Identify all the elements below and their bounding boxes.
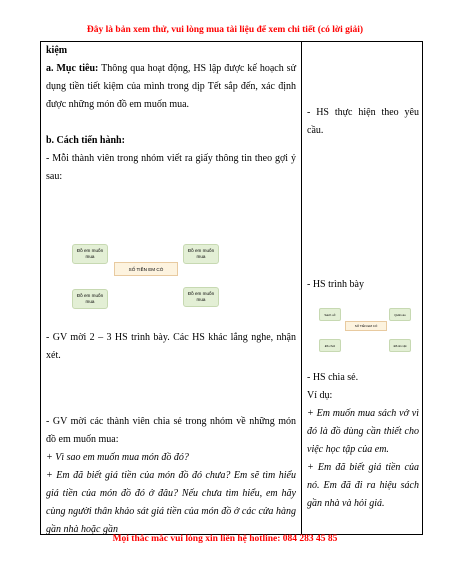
- step-2-text: - GV mời 2 – 3 HS trình bày. Các HS khác lắng nghe, nhận xét.: [46, 332, 296, 361]
- goal-paragraph: [46, 60, 296, 114]
- example-2: + Em đã biết giá tiền của nó. Em đã đi ra hiệu sách gần nhà và hỏi giá.: [307, 462, 419, 509]
- diagram-box-top-left: Đồ em muốn mua: [72, 244, 108, 264]
- example-1: + Em muốn mua sách vở vì đó là đồ dùng cần thiết cho việc học tập của em.: [307, 408, 419, 455]
- column-divider: [301, 42, 302, 534]
- student-box-books: Sách vở: [319, 308, 341, 321]
- method-label: b. Cách tiến hành:: [46, 135, 125, 146]
- step-3-text: - GV mời các thành viên chia sẻ trong nhóm về những món đồ em muốn mua:: [46, 416, 296, 445]
- diagram-box-bottom-right: Đồ em muốn mua: [183, 287, 219, 307]
- student-box-toys: Đồ chơi: [319, 339, 341, 352]
- diagram-box-top-right: Đồ em muốn mua: [183, 244, 219, 264]
- question-1: + Vì sao em muốn mua món đồ đó?: [46, 452, 189, 463]
- lesson-table: [40, 41, 423, 535]
- diagram-box-bottom-left: Đồ em muốn mua: [72, 289, 108, 309]
- question-2: + Em đã biết giá tiền của món đồ đó chưa? Em sẽ tìm hiểu giá tiền của món đồ đó ở đâu? Nếu chưa tìm hiểu, em hãy cùng người thân khảo sát giá tiền của món đồ ở các cửa hàng gần nhà hoặc gần: [46, 470, 296, 535]
- student-center-label: SỐ TIỀN EM CÓ: [345, 321, 387, 331]
- example-label: Ví dụ:: [307, 390, 333, 401]
- response-3: - HS chia sẻ.: [307, 372, 359, 383]
- step-1-text: - Mỗi thành viên trong nhóm viết ra giấy thông tin theo gợi ý sau:: [46, 153, 296, 182]
- response-2: - HS trình bày: [307, 279, 364, 290]
- goal-label: a. Mục tiêu:: [46, 63, 99, 74]
- diagram-center-label: SỐ TIỀN EM CÓ: [114, 262, 178, 276]
- student-box-snacks: Đồ ăn vặt: [389, 339, 411, 352]
- section-heading-tail: kiệm: [46, 45, 68, 56]
- response-1: - HS thực hiện theo yêu cầu.: [307, 107, 419, 136]
- hotline-banner: Mọi thắc mắc vui lòng xin liên hệ hotline: 084 283 45 85: [112, 534, 338, 544]
- preview-banner: Đây là bản xem thử, vui lòng mua tài liệu để xem chi tiết (có lời giải): [86, 25, 364, 35]
- money-plan-diagram: [67, 238, 227, 310]
- student-diagram: [315, 302, 415, 362]
- student-box-clothes: Quần áo: [389, 308, 411, 321]
- goal-text: Thông qua hoạt động, HS lập được kế hoạch sử dụng tiền tiết kiệm của mình trong dịp Tết sắp đến, xác định được những món đồ em muốn mua.: [46, 63, 296, 110]
